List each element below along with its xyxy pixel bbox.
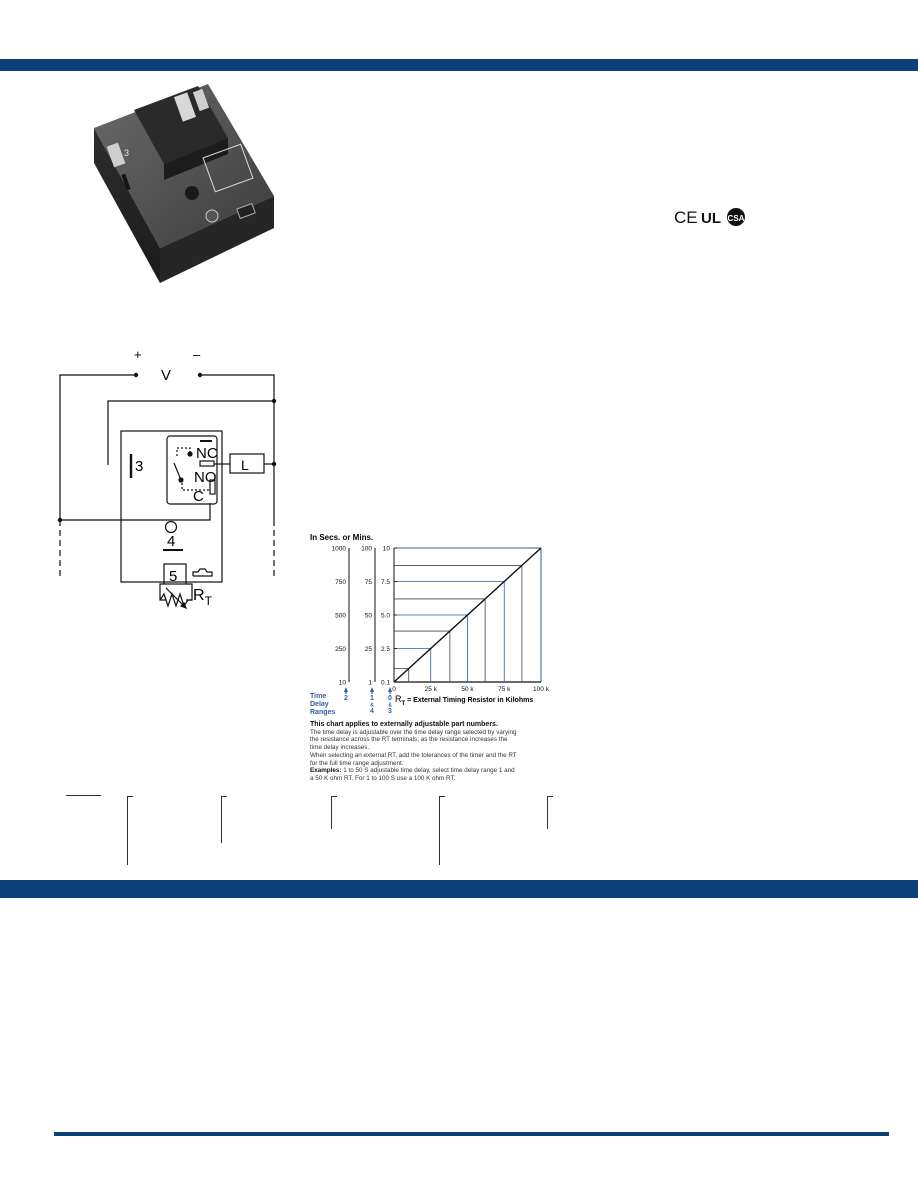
wiring-diagram xyxy=(50,340,290,620)
voltage-label: V xyxy=(161,367,172,384)
x-tick-label: 75 k xyxy=(498,686,511,693)
ce-mark-icon: CE xyxy=(674,208,698,227)
range-number: 4 xyxy=(370,708,374,715)
chart-note-examples: Examples: 1 to 50 S adjustable time delay, select time delay range 1 and xyxy=(310,767,515,775)
x-axis-label: RT = External Timing Resistor in Kilohms xyxy=(395,694,534,707)
chart-note-line: for the full time range adjustment. xyxy=(310,759,404,767)
nc-label: NC xyxy=(196,445,218,462)
y-tick-label-col3: 2.5 xyxy=(380,646,390,653)
range-label-time: Time xyxy=(310,693,327,700)
y-tick-label-col3: 10 xyxy=(382,545,390,553)
load-label: L xyxy=(241,457,249,473)
y-tick-label-col3: 5.0 xyxy=(380,612,390,620)
range-number: 1 xyxy=(370,695,374,702)
footer-rule xyxy=(54,1132,889,1136)
csa-mark-text: CSA xyxy=(727,214,745,223)
range-number: 3 xyxy=(388,708,392,715)
range-label-ranges: Ranges xyxy=(310,709,336,716)
y-tick-label-col1: 500 xyxy=(335,612,346,620)
chart-note-line: the resistance across the RT terminals; as the resistance increases the xyxy=(310,736,508,744)
y-tick-label-col3: 0.1 xyxy=(380,679,390,687)
photo-terminal-label: 3 xyxy=(124,148,130,158)
chart-note-line: time delay increases. xyxy=(310,744,370,752)
part-number-bracket xyxy=(221,796,227,843)
x-tick-label: 100 k xyxy=(533,686,549,693)
ul-mark-icon: UL xyxy=(701,210,721,227)
y-tick-label-col1: 750 xyxy=(335,579,346,586)
range-number: 2 xyxy=(344,695,348,702)
minus-label: – xyxy=(193,347,201,362)
y-tick-label-col1: 10 xyxy=(338,679,346,687)
x-tick-label: 50 k xyxy=(461,686,474,693)
terminal-3-label: 3 xyxy=(135,458,144,475)
y-tick-label-col2: 25 xyxy=(364,646,372,653)
chart-note-title: This chart applies to externally adjustable part numbers. xyxy=(310,721,498,728)
y-tick-label-col1: 250 xyxy=(335,646,346,653)
part-number-bracket xyxy=(127,796,133,865)
chart-heading: In Secs. or Mins. xyxy=(310,533,374,542)
range-number: 0 xyxy=(388,695,392,702)
range-number: & xyxy=(370,702,374,709)
y-tick-label-col2: 75 xyxy=(364,579,372,586)
range-arrow-icon xyxy=(370,687,374,692)
part-number-bracket xyxy=(439,796,445,865)
certification-marks xyxy=(674,206,750,233)
plus-label: + xyxy=(134,347,142,362)
no-label: NO xyxy=(194,469,217,486)
y-tick-label-col3: 7.5 xyxy=(380,579,390,586)
chart-note xyxy=(310,721,550,783)
top-header-band xyxy=(0,59,918,71)
chart-note-line: When selecting an external RT, add the tolerances of the timer and the RT xyxy=(310,751,517,759)
chart-note-line: a 50 K ohm RT. For 1 to 100 S use a 100 K ohm RT. xyxy=(310,774,456,782)
timing-chart xyxy=(306,530,556,720)
range-label-delay: Delay xyxy=(310,701,329,708)
y-tick-label-col2: 1 xyxy=(368,679,372,687)
terminal-4-label: 4 xyxy=(167,533,176,550)
part-number-bracket xyxy=(547,796,553,829)
chart-tick-labels xyxy=(332,546,550,694)
terminal-5-label: 5 xyxy=(169,568,178,585)
c-label: C xyxy=(193,488,204,505)
y-tick-label-col2: 100 xyxy=(361,545,372,553)
part-number-underline xyxy=(66,795,101,796)
y-tick-label-col1: 1000 xyxy=(331,545,346,553)
x-tick-label: 0 xyxy=(392,686,396,693)
product-photo xyxy=(88,78,288,288)
chart-note-line: The time delay is adjustable over the time delay range selected by varying xyxy=(310,728,517,736)
rt-label: $R_T$ xyxy=(193,587,212,608)
range-arrow-icon xyxy=(344,687,348,692)
part-number-bracket xyxy=(331,796,337,829)
section-divider-band xyxy=(0,880,918,898)
range-number: & xyxy=(388,702,392,709)
chart-range-markers xyxy=(344,687,392,715)
y-tick-label-col2: 50 xyxy=(364,612,372,620)
x-tick-label: 25 k xyxy=(424,686,437,693)
